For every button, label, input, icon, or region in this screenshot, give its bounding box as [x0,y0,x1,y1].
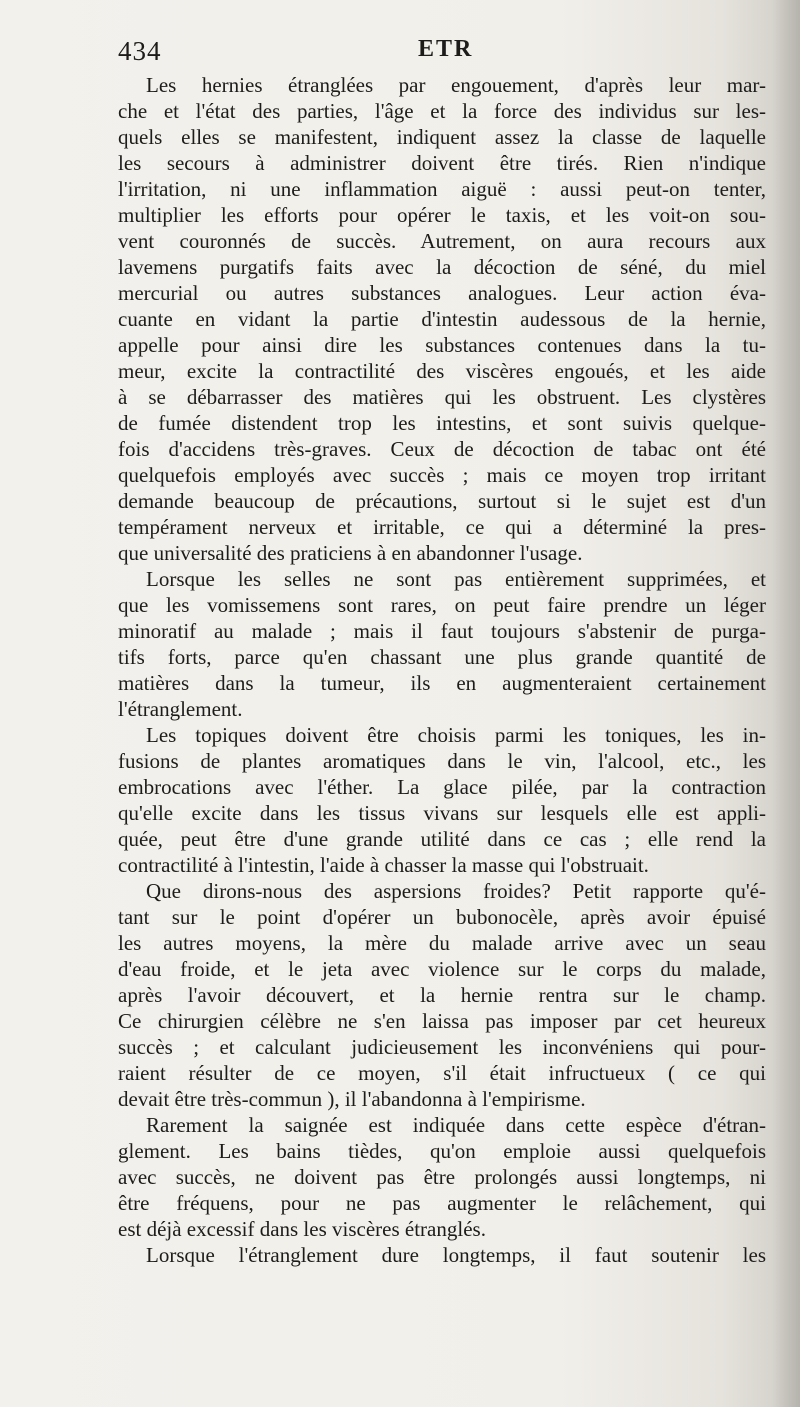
text-line: Les hernies étranglées par engouement, d'après leur mar- [146,73,766,97]
text-line: est déjà excessif dans les viscères étranglés. [118,1217,486,1241]
page-number: 434 [118,36,162,66]
text-line: Ce chirurgien célèbre ne s'en laissa pas imposer par cet heureux [118,1009,766,1033]
text-line: demande beaucoup de précautions, surtout si le sujet est d'un [118,489,766,513]
page-header [118,36,766,68]
text-line: lavemens purgatifs faits avec la décoction de séné, du miel [118,255,766,279]
text-line: que les vomissemens sont rares, on peut faire prendre un léger [118,593,766,617]
text-line: être fréquens, pour ne pas augmenter le relâchement, qui [118,1191,766,1215]
text-line: que universalité des praticiens à en abandonner l'usage. [118,541,583,565]
text-line: tant sur le point d'opérer un bubonocèle, après avoir épuisé [118,905,766,929]
text-line: vent couronnés de succès. Autrement, on aura recours aux [118,229,766,253]
text-line: quée, peut être d'une grande utilité dans ce cas ; elle rend la [118,827,766,851]
text-line: Lorsque les selles ne sont pas entièrement supprimées, et [146,567,766,591]
text-line: avec succès, ne doivent pas être prolongés aussi longtemps, ni [118,1165,766,1189]
running-head: ETR [418,36,474,62]
text-line: contractilité à l'intestin, l'aide à chasser la masse qui l'obstruait. [118,853,649,877]
text-line: de fumée distendent trop les intestins, et sont suivis quelque- [118,411,766,435]
text-line: appelle pour ainsi dire les substances contenues dans la tu- [118,333,766,357]
text-line: tifs forts, parce qu'en chassant une plus grande quantité de [118,645,766,669]
text-line: après l'avoir découvert, et la hernie rentra sur le champ. [118,983,766,1007]
text-line: l'étranglement. [118,697,243,721]
text-line: matières dans la tumeur, ils en augmenteraient certainement [118,671,766,695]
text-line: glement. Les bains tièdes, qu'on emploie aussi quelquefois [118,1139,766,1163]
text-line: d'eau froide, et le jeta avec violence sur le corps du malade, [118,957,766,981]
text-line: cuante en vidant la partie d'intestin audessous de la hernie, [118,307,766,331]
text-line: succès ; et calculant judicieusement les inconvéniens qui pour- [118,1035,766,1059]
text-line: embrocations avec l'éther. La glace pilée, par la contraction [118,775,766,799]
text-line: mercurial ou autres substances analogues. Leur action éva- [118,281,766,305]
text-line: fusions de plantes aromatiques dans le vin, l'alcool, etc., les [118,749,766,773]
text-line: Lorsque l'étranglement dure longtemps, il faut soutenir les [146,1243,766,1267]
text-line: minoratif au malade ; mais il faut toujours s'abstenir de purga- [118,619,766,643]
text-line: devait être très-commun ), il l'abandonna à l'empirisme. [118,1087,586,1111]
text-line: quels elles se manifestent, indiquent assez la classe de laquelle [118,125,766,149]
text-line: les secours à administrer doivent être tirés. Rien n'indique [118,151,766,175]
body-text [118,72,766,1268]
text-line: Rarement la saignée est indiquée dans cette espèce d'étran- [146,1113,766,1137]
text-line: Les topiques doivent être choisis parmi les toniques, les in- [146,723,766,747]
text-line: Que dirons-nous des aspersions froides? Petit rapporte qu'é- [146,879,766,903]
text-line: les autres moyens, la mère du malade arrive avec un seau [118,931,766,955]
text-line: multiplier les efforts pour opérer le taxis, et les voit-on sou- [118,203,766,227]
text-line: fois d'accidens très-graves. Ceux de décoction de tabac ont été [118,437,766,461]
text-line: à se débarrasser des matières qui les obstruent. Les clystères [118,385,766,409]
text-line: qu'elle excite dans les tissus vivans sur lesquels elle est appli- [118,801,766,825]
text-line: raient résulter de ce moyen, s'il était infructueux ( ce qui [118,1061,766,1085]
text-line: meur, excite la contractilité des viscères engoués, et les aide [118,359,766,383]
text-line: che et l'état des parties, l'âge et la force des individus sur les- [118,99,766,123]
text-line: quelquefois employés avec succès ; mais ce moyen trop irritant [118,463,766,487]
text-line: tempérament nerveux et irritable, ce qui a déterminé la pres- [118,515,766,539]
text-line: l'irritation, ni une inflammation aiguë : aussi peut-on tenter, [118,177,766,201]
